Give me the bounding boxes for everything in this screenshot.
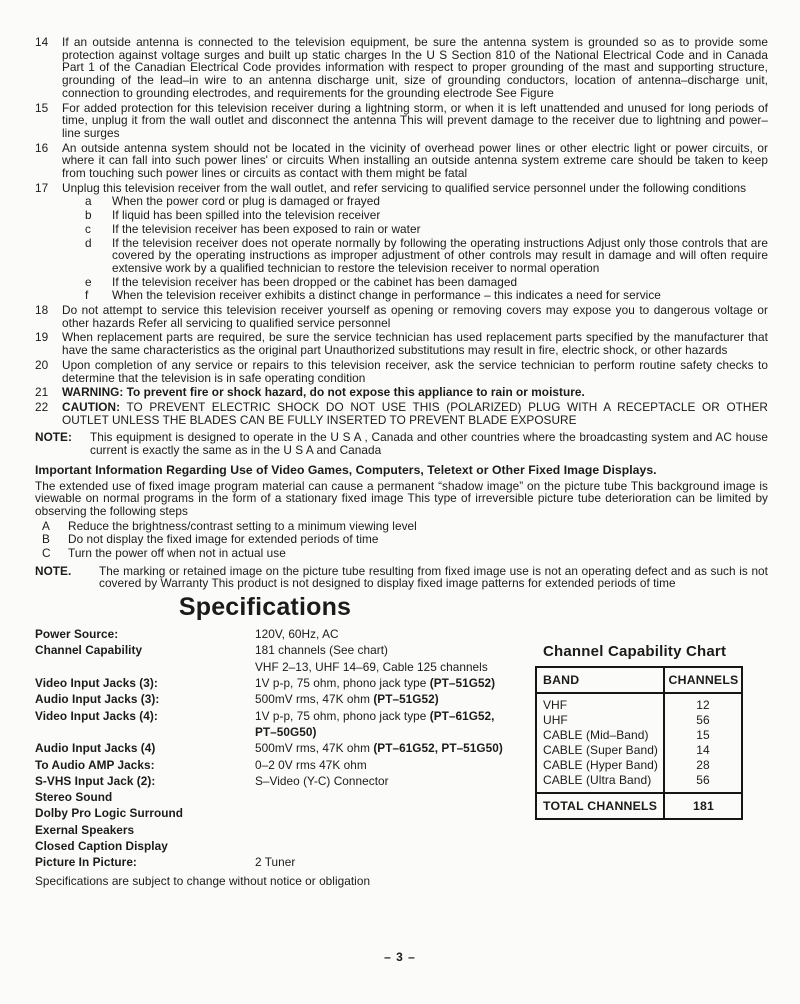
chart-band-cell: CABLE (Super Band): [543, 742, 658, 757]
spec-value-line: [255, 659, 535, 675]
item-text: Upon completion of any service or repairs to this television receiver, ask the service technician to perform routine safety checks to determine that the television is in safe operating condition: [62, 357, 768, 385]
spec-value: [255, 675, 535, 691]
fixed-image-paragraph: The extended use of fixed image program material can cause a permanent “shadow image” on the picture tube This background image is viewable on normal programs in the form of a stationary fixed image This type of irreversible picture tube deterioration can be limited by observing the following steps: [35, 478, 768, 518]
step-letter: C: [42, 546, 51, 561]
safety-item: [35, 102, 768, 140]
item-text: WARNING: To prevent fire or shock hazard, do not expose this appliance to rain or moisture.: [62, 385, 585, 400]
spec-value: [255, 805, 535, 821]
fixed-image-heading: Important Information Regarding Use of Video Games, Computers, Teletext or Other Fixed Image Displays.: [35, 462, 657, 477]
spec-value-segment: S–Video (Y-C) Connector: [255, 773, 389, 788]
condition-letter: c: [85, 221, 91, 236]
safety-item: [35, 142, 768, 180]
fixed-image-step: [35, 520, 768, 533]
condition-text: When the television receiver exhibits a distinct change in performance – this indicates a need for service: [112, 288, 661, 303]
item-text: If an outside antenna is connected to the television equipment, be sure the antenna system is grounded so as to provide some protection against voltage surges and built up static charges In the U S Section 810 of the National Electrical Code and in Canada Part 1 of the Canadian Electrical Code provides information with respect to proper grounding of the mast and supporting structure, grounding of the lead–in wire to an antenna discharge unit, size of grounding conductors, location of antenna–discharge unit, connection to grounding electrodes, and requirements for the grounding electrode See Figure: [62, 35, 768, 100]
chart-channel-cells: [663, 694, 741, 792]
note-retained-image-text: The marking or retained image on the picture tube resulting from fixed image use is not an operating defect and as such is not covered by Warranty This product is not designed to display fixed image patterns for extended periods of time: [99, 563, 768, 591]
safety-item: [35, 304, 768, 329]
spec-value: [255, 789, 535, 805]
chart-band-cell: UHF: [543, 712, 568, 727]
spec-value-segment: 120V, 60Hz, AC: [255, 627, 339, 642]
spec-value-segment: 500mV rms, 47K ohm: [255, 741, 374, 756]
spec-value-line: [255, 740, 535, 756]
spec-value: [255, 838, 535, 854]
spec-value: [255, 740, 535, 756]
spec-value-segment: 2 Tuner: [255, 855, 296, 870]
spec-row: [35, 854, 535, 870]
spec-value-segment: VHF 2–13, UHF 14–69, Cable 125 channels: [255, 659, 488, 674]
channel-chart-title: Channel Capability Chart: [543, 643, 727, 661]
spec-value-line: [255, 642, 535, 658]
condition-text: When the power cord or plug is damaged or frayed: [112, 194, 380, 209]
spec-row: [35, 757, 535, 773]
chart-band-cell: CABLE (Mid–Band): [543, 727, 649, 742]
spec-row: [35, 789, 535, 805]
condition-text: If the television receiver has been exposed to rain or water: [112, 221, 421, 236]
condition-text: If liquid has been spilled into the television receiver: [112, 208, 381, 223]
item-number: 14: [35, 35, 49, 49]
chart-total-value: 181: [663, 794, 741, 818]
spec-label: Dolby Pro Logic Surround: [35, 806, 184, 821]
chart-channel-cell: 12: [696, 697, 710, 712]
item-number: 20: [35, 357, 49, 372]
spec-row: [35, 773, 535, 789]
item-number: 17: [35, 180, 49, 195]
spec-row: [35, 675, 535, 691]
item-text: When replacement parts are required, be sure the service technician has used replacement parts specified by the manufacturer that have the same characteristics as the original part Unauthorized substitutions may result in fire, electric shock, or other hazards: [62, 330, 768, 358]
chart-channel-cell: 56: [696, 772, 710, 787]
fixed-image-steps: [35, 520, 768, 560]
item-number: 21: [35, 385, 49, 400]
page-number: – 3 –: [384, 950, 416, 964]
note-usa: [35, 431, 768, 456]
spec-value-line: [255, 757, 535, 773]
spec-label: Power Source:: [35, 627, 119, 642]
channel-capability-table: [535, 666, 743, 819]
spec-row: [35, 838, 535, 854]
spec-value-segment: (PT–61G52, PT–51G50): [373, 741, 503, 756]
safety-item: [35, 359, 768, 384]
spec-label: Channel Capability: [35, 643, 143, 658]
safety-item: [35, 36, 768, 100]
condition-item: [62, 276, 768, 289]
step-letter: A: [42, 518, 50, 533]
spec-value-segment: (PT–61G52,: [429, 708, 495, 723]
safety-item: [35, 386, 768, 399]
spec-label: Video Input Jacks (4):: [35, 708, 158, 723]
channel-chart-column: [535, 593, 768, 887]
spec-value-line: [255, 724, 535, 740]
item-number: 15: [35, 100, 49, 115]
spec-label: S-VHS Input Jack (2):: [35, 773, 156, 788]
note-retained-image: [35, 565, 768, 590]
spec-rows: [35, 626, 535, 870]
chart-channel-cell: 14: [696, 742, 710, 757]
specifications-column: [35, 593, 535, 887]
spec-label: Audio Input Jacks (4): [35, 741, 156, 756]
spec-row: [35, 740, 535, 756]
spec-row: [35, 691, 535, 707]
spec-value-segment: PT–50G50): [255, 724, 317, 739]
chart-total-row: [537, 792, 741, 818]
note-retained-image-label: NOTE.: [35, 563, 72, 578]
spec-value: [255, 626, 535, 642]
chart-header-row: [537, 668, 741, 694]
item-text: CAUTION: TO PREVENT ELECTRIC SHOCK DO NOT USE THIS (POLARIZED) PLUG WITH A RECEPTACLE OR OTHER OUTLET UNLESS THE BLADES CAN BE FULLY INSERTED TO PREVENT BLADE EXPOSURE: [62, 399, 768, 427]
spec-value: [255, 708, 535, 741]
chart-band-cell: CABLE (Hyper Band): [543, 757, 658, 772]
spec-row: [35, 626, 535, 642]
step-letter: B: [42, 532, 50, 547]
fixed-image-step: [35, 547, 768, 560]
specifications-footnote: Specifications are subject to change without notice or obligation: [35, 873, 371, 888]
spec-label: To Audio AMP Jacks:: [35, 757, 155, 772]
chart-band-cell: CABLE (Ultra Band): [543, 772, 652, 787]
condition-letter: b: [85, 208, 92, 223]
chart-channel-cell: 56: [696, 712, 710, 727]
spec-value-line: [255, 854, 535, 870]
chart-total-label: TOTAL CHANNELS: [543, 798, 658, 813]
step-text: Do not display the fixed image for extended periods of time: [68, 532, 379, 547]
note-usa-text: This equipment is designed to operate in the U S A , Canada and other countries where the broadcasting system and AC house current is exactly the same as in the U S A and Canada: [90, 430, 768, 458]
chart-channel-cell: 15: [696, 727, 710, 742]
spec-value-segment: (PT–51G52): [373, 692, 439, 707]
spec-value-segment: 1V p-p, 75 ohm, phono jack type: [255, 676, 430, 691]
spec-label: Video Input Jacks (3):: [35, 676, 158, 691]
spec-value: [255, 822, 535, 838]
spec-label: Closed Caption Display: [35, 838, 168, 853]
condition-item: [62, 223, 768, 236]
spec-row: [35, 642, 535, 675]
spec-row: [35, 822, 535, 838]
note-usa-label: NOTE:: [35, 430, 72, 445]
chart-header-band: BAND: [543, 673, 580, 688]
spec-value-line: [255, 675, 535, 691]
safety-item: [35, 331, 768, 356]
spec-label: Picture In Picture:: [35, 855, 137, 870]
condition-item: [62, 237, 768, 275]
spec-value: [255, 773, 535, 789]
spec-value-segment: 500mV rms, 47K ohm: [255, 692, 374, 707]
spec-row: [35, 805, 535, 821]
spec-value: [255, 854, 535, 870]
item-text: Do not attempt to service this television receiver yourself as opening or removing covers may expose you to dangerous voltage or other hazards Refer all servicing to qualified service personnel: [62, 303, 768, 330]
spec-value-line: [255, 626, 535, 642]
spec-value-segment: (PT–51G52): [429, 676, 496, 691]
condition-text: If the television receiver does not operate normally by following the operating instructions Adjust only those controls that are covered by the operating instructions as improper adjustment of other controls may result in damage and will often require extensive work by a qualified technician to restore the television receiver to normal operation: [112, 235, 768, 275]
chart-channel-cell: 28: [696, 757, 710, 772]
item-text: An outside antenna system should not be located in the vicinity of overhead power lines or other electric light or power circuits, or where it can fall into such power lines' or circuits When installing an outside antenna system extreme care should be taken to keep from touching such power lines or circuits as contact with them might be fatal: [62, 140, 768, 181]
item-text: Unplug this television receiver from the wall outlet, and refer servicing to qualified service personnel under the following conditions a When the power cord or plug is damaged or frayed b If liquid has been spilled into the television receiver c If the television receiver has been exposed to rain or water d If the television receiver does not operate normally by following the operating instructions Adjust only those controls that are covered by the operating instructions as improper adjustment of other controls may result in damage and will often require extensive work by a qualified technician to restore the television receiver to normal operation e If the television receiver has been dropped or the cabinet has been damaged f When the television receiver exhibits a distinct change in performance – this indicates a need for service: [62, 180, 768, 303]
spec-value-segment: 1V p-p, 75 ohm, phono jack type: [255, 708, 430, 723]
spec-value-line: [255, 708, 535, 724]
spec-label: Audio Input Jacks (3):: [35, 692, 160, 707]
condition-item: [62, 289, 768, 302]
item-number: 18: [35, 303, 49, 318]
condition-text: If the television receiver has been dropped or the cabinet has been damaged: [112, 274, 518, 289]
condition-item: [62, 209, 768, 222]
spec-label: Exernal Speakers: [35, 822, 135, 837]
chart-band-cell: VHF: [543, 697, 568, 712]
condition-letter: f: [85, 288, 89, 303]
item-number: 16: [35, 140, 49, 155]
item-prefix: CAUTION:: [62, 399, 121, 414]
item-text: For added protection for this television receiver during a lightning storm, or when it is left unattended and unused for long periods of time, unplug it from the wall outlet and disconnect the antenna This will prevent damage to the receiver due to lightning and power–line surges: [62, 100, 768, 140]
condition-letter: d: [85, 235, 92, 250]
spec-value-line: [255, 773, 535, 789]
spec-value: [255, 757, 535, 773]
chart-band-cells: [537, 694, 663, 792]
specifications-section: [35, 593, 768, 887]
safety-item: [35, 182, 768, 302]
spec-value-segment: 0–2 0V rms 47K ohm: [255, 757, 367, 772]
condition-letter: e: [85, 274, 92, 289]
safety-list: [35, 36, 768, 426]
chart-header-channels: CHANNELS: [663, 668, 741, 692]
specifications-title: Specifications: [178, 593, 352, 622]
spec-value: [255, 691, 535, 707]
spec-value: [255, 642, 535, 675]
spec-value-line: [255, 691, 535, 707]
safety-item: [35, 401, 768, 426]
item-number: 19: [35, 330, 49, 345]
spec-value-segment: 181 channels (See chart): [255, 643, 389, 658]
fixed-image-step: [35, 533, 768, 546]
spec-label: Stereo Sound: [35, 790, 113, 805]
condition-letter: a: [85, 194, 92, 209]
condition-item: [62, 195, 768, 208]
chart-body: [537, 694, 741, 792]
item-number: 22: [35, 399, 49, 414]
step-text: Turn the power off when not in actual use: [68, 546, 286, 561]
step-text: Reduce the brightness/contrast setting to a minimum viewing level: [68, 518, 417, 533]
spec-row: [35, 708, 535, 741]
